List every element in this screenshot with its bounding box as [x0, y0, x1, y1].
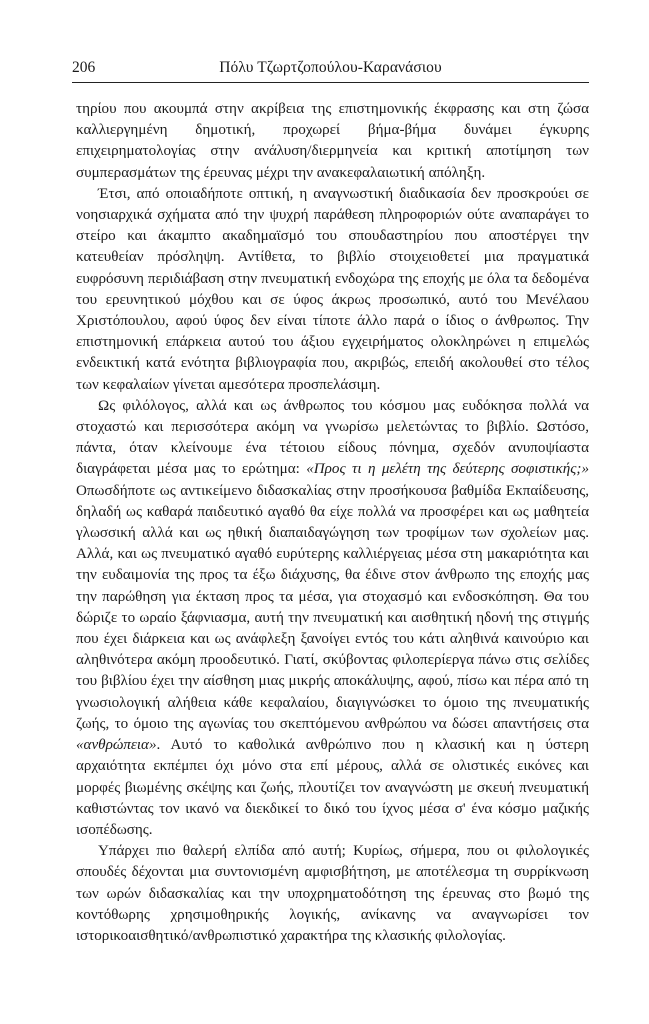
paragraph-3-text-c: . Αυτό το καθολικά ανθρώπινο που η κλασική και η ύστερη αρχαιότητα εκπέμπει όχι μόνο στα επί μέρους, αλλά σε ολιστικές εικόνες και μορφές βιωμένης σκέψης και ζωής, πλουτίζει τον αναγνώστη με σκευή πνευματική καθιστώντας τον ικανό να διεκδικεί το δικό του ίχνος μέσα σ' ένα κόσμο μαζικής ισοπέδωσης.	[76, 737, 589, 838]
paragraph-1: τηρίου που ακουμπά στην ακρίβεια της επιστημονικής έκφρασης και στη ζώσα καλλιεργημένη δημοτική, προχωρεί βήμα-βήμα δυνάμει έγκυρης επιχειρηματολογίας στην ανάλυση/διερμηνεία και κριτική αποτίμηση των συμπερασμάτων της έρευνας μέχρι την ανακεφαλαιωτική απόληξη.	[76, 101, 589, 181]
paragraph-3-quote: «Προς τι η μελέτη της δεύτερης σοφιστικής;»	[306, 461, 589, 478]
page-number: 206	[72, 59, 96, 76]
header-rule	[72, 82, 589, 83]
body-text	[76, 99, 589, 947]
page-header	[72, 58, 589, 86]
running-head-author: Πόλυ Τζωρτζοπούλου-Καρανάσιου	[219, 59, 442, 76]
paragraph-3-text-a: Ως φιλόλογος, αλλά και ως άνθρωπος του κόσμου μας ευδόκησα πολλά να στοχαστώ και περισσότερα ακόμη να γνωρίσω μελετώντας το βιβλίο. Ωστόσο, πάντα, όταν κλείνουμε ένα τέτοιου είδους πόνημα, σχεδόν ανυποψίαστα διαγράφεται μέσα μας το ερώτημα:	[76, 397, 589, 478]
paragraph-3	[76, 396, 589, 841]
paragraph-3-quote-2: «ανθρώπεια»	[76, 737, 157, 754]
paragraph-3-text-b: Οπωσδήποτε ως αντικείμενο διδασκαλίας στην προσήκουσα βαθμίδα Εκπαίδευσης, δηλαδή ως καθαρά παιδευτικό αγαθό θα είχε πολλά να προσφέρει και ως μαθητεία γλωσσική αλλά και ως ηθική διαπαιδαγώγηση των τροφίμων των σχολείων μας. Αλλά, και ως πνευματικό αγαθό ευρύτερης καλλιέργειας μέσα στη μακαριότητα και την ευδαιμονία της προς τα έξω διάχυσης, θα έδινε στον άνθρωπο της εποχής μας την παρώθηση για έκταση προς τα μέσα, για στοχασμό και ενδοσκόπηση. Θα του δώριζε το ωραίο ξάφνιασμα, αυτή την πνευματική και αισθητική ηδονή της στιγμής που έχει διάρκεια και ως ανάφλεξη ξανοίγει εντός του κάτι αληθινά καινούριο και αληθινότερα ακόμη προοδευτικό. Γιατί, σκύβοντας φιλοπερίεργα πάνω στις σελίδες του βιβλίου έχει την αίσθηση μιας μικρής αποκάλυψης, αφού, πίσω και πέρα από τη γνωσιολογική αλήθεια κάθε κεφαλαίου, διαγιγνώσκει το όμοιο της πνευματικής ζωής, το όμοιο της αγωνίας του σκεπτόμενου ανθρώπου να δώσει απαντήσεις στα	[76, 482, 589, 732]
paragraph-4: Υπάρχει πιο θαλερή ελπίδα από αυτή; Κυρίως, σήμερα, που οι φιλολογικές σπουδές δέχονται μια συντονισμένη αμφισβήτηση, με αποτέλεσμα τη συρρίκνωση των ωρών διδασκαλίας και την υποχρηματοδότηση της έρευνας στο βωμό της κοντόθωρης χρησιμοθηρικής λογικής, ανίκανης να αναγνωρίσει τον ιστορικοαισθητικό/ανθρωπιστικό χαρακτήρα της κλασικής φιλολογίας.	[76, 843, 589, 944]
paragraph-2: Έτσι, από οποιαδήποτε οπτική, η αναγνωστική διαδικασία δεν προσκρούει σε νοησιαρχικά σχήματα από την ψυχρή παράθεση πληροφοριών ούτε αναπαράγει το στείρο και άκαμπτο ακαδημαϊσμό του σπουδαστηρίου που αποστέργει την κατευθείαν πρόσληψη. Αντίθετα, το βιβλίο στοιχειοθετεί μια πραγματικά ευφρόσυνη περιδιάβαση στην πνευματική ενδοχώρα της εποχής με όλα τα δεδομένα του ερευνητικού μόχθου και σε ύφος άκρως προσωπικό, αυτό του Μενέλαου Χριστόπουλου, αφού ύφος δεν είναι τίποτε άλλο παρά ο ίδιος ο άνθρωπος. Την επιστημονική επάρκεια αυτού του άξιου εγχειρήματος ολοκληρώνει η επιμελώς ενδεικτική κατά ενότητα βιβλιογραφία που, ακριβώς, επειδή ακολουθεί στο τέλος των κεφαλαίων γίνεται αμεσότερα προσπελάσιμη.	[76, 185, 589, 393]
